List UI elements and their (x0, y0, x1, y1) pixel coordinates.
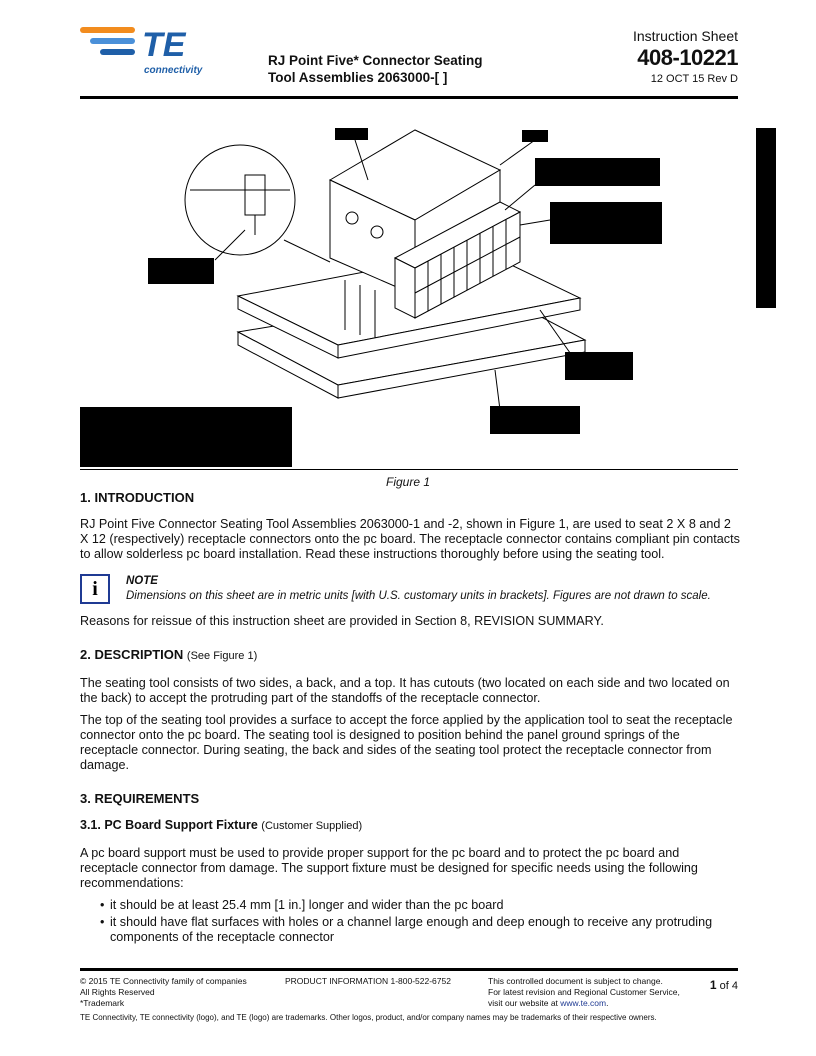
requirements-list (80, 898, 740, 945)
note-text: Dimensions on this sheet are in metric units [with U.S. customary units in brackets]. Figures are not drawn to scale. (126, 590, 711, 602)
product-info: PRODUCT INFORMATION 1-800-522-6752 (285, 976, 451, 986)
requirements-paragraph: A pc board support must be used to provide proper support for the pc board and to protect the pc board and receptacle connector from damage. The support fixture must be designed for specific needs using the following recommendations: (80, 846, 698, 890)
header-divider (80, 96, 738, 99)
controlled-line-1: This controlled document is subject to change. (488, 976, 663, 986)
footer-copyright-block (80, 976, 247, 1009)
info-icon: i (80, 574, 110, 604)
detail-view (185, 145, 295, 255)
footer-controlled-block (488, 976, 680, 1009)
support-fixture-heading-text: 3.1. PC Board Support Fixture (80, 818, 258, 832)
logo-subtext: connectivity (144, 65, 203, 76)
redaction-bar (756, 128, 776, 308)
figure-caption: Figure 1 (385, 475, 431, 489)
date-revision: 12 OCT 15 Rev D (650, 73, 738, 85)
controlled-line-3 (488, 998, 680, 1009)
section-heading-introduction: 1. INTRODUCTION (80, 490, 195, 505)
rights-text: All Rights Reserved (80, 987, 155, 997)
page-total: of 4 (719, 980, 738, 992)
description-heading-sub: (See Figure 1) (186, 650, 258, 662)
title-line-1: RJ Point Five* Connector Seating (268, 53, 483, 68)
section-heading-requirements: 3. REQUIREMENTS (80, 791, 200, 806)
website-link[interactable]: www.te.com (560, 998, 607, 1008)
footer-divider (80, 968, 738, 971)
note-block (80, 574, 740, 604)
section-heading-description (80, 647, 740, 664)
callout-label (490, 406, 580, 434)
sheet-number: 408-10221 (637, 45, 738, 70)
page-current: 1 (709, 978, 717, 992)
callout-label (522, 130, 548, 142)
trademark-text: *Trademark (80, 998, 125, 1008)
description-paragraph-2: The top of the seating tool provides a surface to accept the force applied by the application tool to seat the receptacle connector onto the pc board. The seating tool is designed to position behind the panel ground springs of the receptacle connector. During seating, the back and sides of the seating tool protect the receptacle connector from damage. (80, 713, 733, 772)
callout-label (80, 407, 292, 467)
controlled-line-3-suffix: . (606, 998, 609, 1008)
support-fixture-heading-note: (Customer Supplied) (261, 820, 363, 832)
callout-label (148, 258, 214, 284)
callout-label (565, 352, 633, 380)
list-item: • it should be at least 25.4 mm [1 in.] longer and wider than the pc board (100, 898, 740, 913)
list-item: • it should have flat surfaces with holes or a channel large enough and deep enough to receive any protruding components of the receptacle connector (100, 915, 740, 945)
note-title: NOTE (126, 575, 158, 587)
controlled-line-3-prefix: visit our website at (488, 998, 561, 1008)
legal-notice: TE Connectivity, TE connectivity (logo), and TE (logo) are trademarks. Other logos, product, and/or company names may be trademarks of their respective owners. (80, 1013, 657, 1022)
description-heading-text: 2. DESCRIPTION (80, 647, 184, 662)
page-number (710, 978, 738, 992)
logo-text: TE (142, 26, 186, 64)
title-line-2: Tool Assemblies 2063000-[ ] (268, 70, 448, 85)
sheet-label: Instruction Sheet (632, 28, 738, 44)
document-body (80, 490, 740, 947)
description-paragraph-1: The seating tool consists of two sides, a back, and a top. It has cutouts (two located on each side and two located on the back) to accept the protruding part of the standoffs of the receptacle connector. (80, 676, 730, 705)
copyright-text: © 2015 TE Connectivity family of companies (80, 976, 247, 986)
figure-divider (80, 469, 738, 470)
reissue-paragraph: Reasons for reissue of this instruction sheet are provided in Section 8, REVISION SUMMARY. (80, 614, 604, 628)
callout-label (535, 158, 660, 186)
controlled-line-2: For latest revision and Regional Customer Service, (488, 987, 680, 997)
figure-1-illustration (80, 100, 736, 470)
callout-label (550, 202, 662, 244)
intro-paragraph: RJ Point Five Connector Seating Tool Assemblies 2063000-1 and -2, shown in Figure 1, are used to seat 2 X 8 and 2 X 12 (respectively) receptacle connectors onto the pc board. The receptacle connector contains compliant pin contacts to allow solderless pc board installation. Read these instructions thoroughly before using the seating tool. (80, 517, 740, 561)
callout-label (335, 128, 368, 140)
te-logo (80, 22, 220, 78)
subsection-heading-support-fixture (80, 818, 740, 834)
document-title (268, 52, 528, 86)
